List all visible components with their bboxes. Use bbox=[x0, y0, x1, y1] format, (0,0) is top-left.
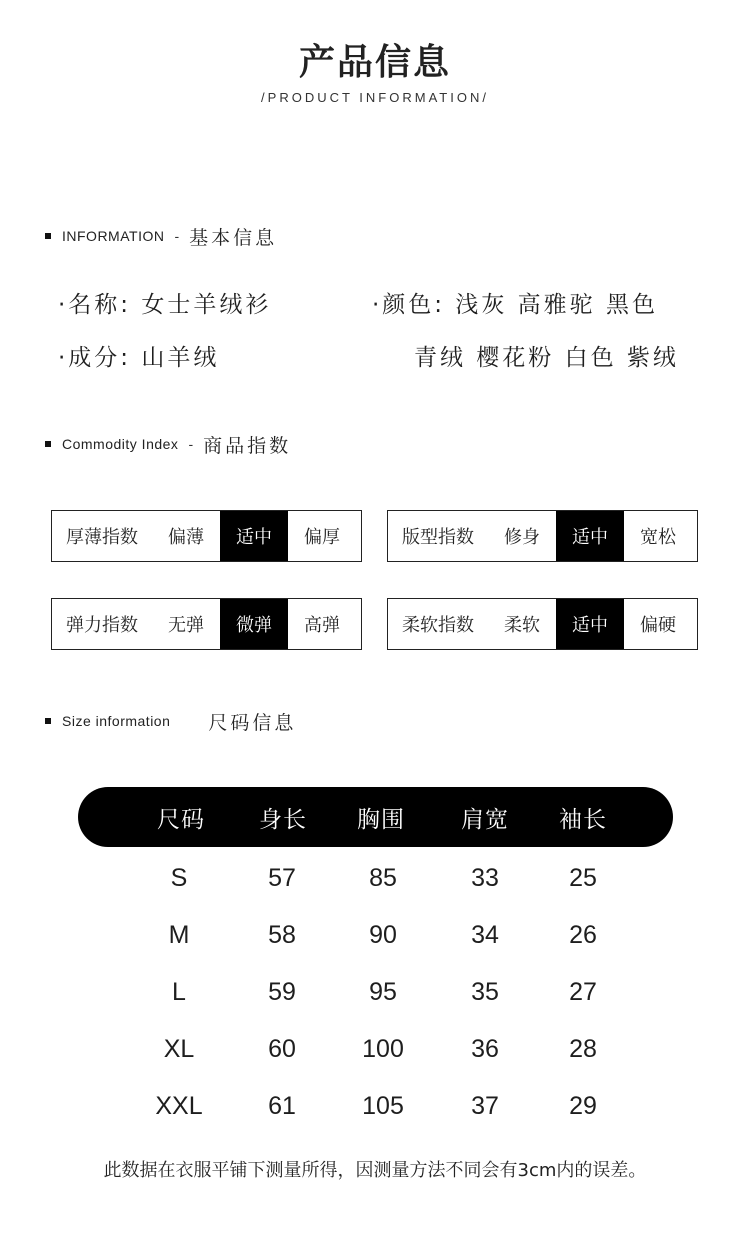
index-option: 偏硬 bbox=[640, 615, 676, 636]
table-row bbox=[78, 860, 673, 900]
section-heading-separator: - bbox=[174, 228, 180, 244]
section-heading-zh: 尺码信息 bbox=[208, 711, 297, 734]
size-column-header: 胸围 bbox=[357, 807, 405, 833]
section-heading-zh: 商品指数 bbox=[203, 434, 292, 457]
table-cell: 27 bbox=[569, 978, 597, 1006]
index-name: 厚薄指数 bbox=[66, 527, 138, 548]
index-name: 版型指数 bbox=[402, 527, 474, 548]
table-cell: 59 bbox=[268, 978, 296, 1006]
table-row bbox=[78, 1088, 673, 1128]
size-column-header: 尺码 bbox=[157, 807, 205, 833]
section-heading-basic-info bbox=[45, 224, 277, 248]
index-option: 宽松 bbox=[640, 527, 676, 548]
table-cell: 100 bbox=[362, 1035, 404, 1063]
square-bullet-icon bbox=[45, 233, 51, 239]
table-cell: 85 bbox=[369, 864, 397, 892]
table-cell: S bbox=[170, 864, 188, 892]
index-option: 偏厚 bbox=[304, 527, 340, 548]
table-row bbox=[78, 917, 673, 957]
index-box-elasticity bbox=[51, 598, 362, 650]
table-cell: 26 bbox=[569, 921, 597, 949]
table-cell: 105 bbox=[362, 1092, 404, 1120]
index-option: 适中 bbox=[556, 511, 624, 561]
index-name: 弹力指数 bbox=[66, 615, 138, 636]
index-box-softness bbox=[387, 598, 698, 650]
index-option: 微弹 bbox=[220, 599, 288, 649]
index-box-thickness bbox=[51, 510, 362, 562]
index-option: 柔软 bbox=[504, 615, 540, 636]
table-cell: 60 bbox=[268, 1035, 296, 1063]
table-cell: 36 bbox=[471, 1035, 499, 1063]
page-subtitle: /PRODUCT INFORMATION/ bbox=[261, 90, 489, 105]
table-cell: 35 bbox=[471, 978, 499, 1006]
page-title: 产品信息 bbox=[298, 42, 451, 83]
table-cell: 29 bbox=[569, 1092, 597, 1120]
index-box-fit bbox=[387, 510, 698, 562]
table-cell: 37 bbox=[471, 1092, 499, 1120]
size-column-header: 肩宽 bbox=[461, 807, 509, 833]
table-cell: 28 bbox=[569, 1035, 597, 1063]
table-cell: 61 bbox=[268, 1092, 296, 1120]
table-cell: 57 bbox=[268, 864, 296, 892]
index-name: 柔软指数 bbox=[402, 615, 474, 636]
section-heading-separator: - bbox=[188, 436, 194, 452]
table-row bbox=[78, 1031, 673, 1071]
section-heading-en: Size information bbox=[62, 713, 171, 729]
section-heading-en: INFORMATION bbox=[62, 228, 165, 244]
table-cell: 34 bbox=[471, 921, 499, 949]
product-name-line: ·名称: 女士羊绒衫 bbox=[58, 292, 272, 318]
table-cell: XL bbox=[163, 1035, 195, 1063]
table-cell: 25 bbox=[569, 864, 597, 892]
size-table-header bbox=[78, 787, 673, 847]
section-heading-en: Commodity Index bbox=[62, 436, 179, 452]
section-heading-size-info bbox=[45, 709, 296, 733]
color-line-1: ·颜色: 浅灰 高雅驼 黑色 bbox=[372, 292, 658, 318]
section-heading-commodity-index bbox=[45, 432, 291, 456]
section-heading-zh: 基本信息 bbox=[189, 226, 278, 249]
composition-line: ·成分: 山羊绒 bbox=[58, 345, 220, 371]
color-line-2: 青绒 樱花粉 白色 紫绒 bbox=[414, 345, 679, 371]
size-column-header: 身长 bbox=[259, 807, 307, 833]
index-option: 偏薄 bbox=[168, 527, 204, 548]
index-option: 修身 bbox=[504, 527, 540, 548]
size-column-header: 袖长 bbox=[559, 807, 607, 833]
table-cell: 58 bbox=[268, 921, 296, 949]
table-cell: M bbox=[168, 921, 190, 949]
index-option: 适中 bbox=[220, 511, 288, 561]
square-bullet-icon bbox=[45, 441, 51, 447]
table-row bbox=[78, 974, 673, 1014]
table-cell: XXL bbox=[155, 1092, 203, 1120]
table-cell: 33 bbox=[471, 864, 499, 892]
index-option: 适中 bbox=[556, 599, 624, 649]
index-option: 高弹 bbox=[304, 615, 340, 636]
square-bullet-icon bbox=[45, 718, 51, 724]
index-option: 无弹 bbox=[168, 615, 204, 636]
measurement-note: 此数据在衣服平铺下测量所得，因测量方法不同会有3cm内的误差。 bbox=[103, 1160, 647, 1181]
table-cell: 95 bbox=[369, 978, 397, 1006]
table-cell: L bbox=[172, 978, 186, 1006]
table-cell: 90 bbox=[369, 921, 397, 949]
